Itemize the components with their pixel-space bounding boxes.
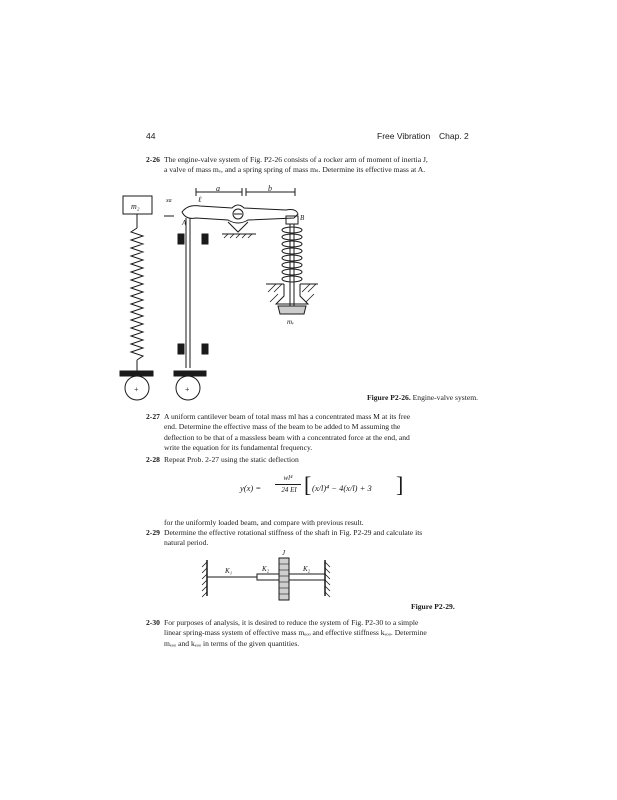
equation-coef-den: 24 EI <box>281 486 297 494</box>
problem-2-27-text <box>164 412 464 453</box>
equation-bracket: (x/l)⁴ − 4(x/l) + 3 <box>312 483 372 493</box>
text-line: linear spring-mass system of effective mass mₑₒₒ and effective stiffness kₑₒₒ. Determine <box>164 628 427 638</box>
problem-number: 2-26 <box>146 155 160 164</box>
problem-number: 2-27 <box>146 412 160 421</box>
problem-number: 2-28 <box>146 455 160 464</box>
problem-2-27 <box>146 412 160 422</box>
label-m2: m₂ <box>131 202 140 211</box>
shaft-k2-left <box>257 574 279 580</box>
text-line: For purposes of analysis, it is desired to reduce the system of Fig. P2-30 to a simple <box>164 618 419 627</box>
label-ell: ℓ <box>198 195 202 204</box>
figure-p2-29 <box>195 548 345 604</box>
label-K2-left: K₂ <box>262 565 270 573</box>
label-mv: mᵥ <box>287 318 295 326</box>
equation-coef-num: wl⁴ <box>283 474 293 482</box>
text-line: mₑₒₒ and kₑₒₒ in terms of the given quantities. <box>164 638 300 648</box>
text-line: deflection to be that of a massless beam with a concentrated force at the end, and <box>164 432 410 442</box>
problem-number: 2-30 <box>146 618 160 627</box>
label-xa: xa <box>166 198 172 204</box>
label-b: b <box>268 184 272 193</box>
deflection-equation: y(x) = wl⁴ 24 EI [ (x/l)⁴ − 4(x/l) + 3 ] <box>240 472 404 497</box>
label-B: B <box>300 214 305 222</box>
caption-label: Figure P2-26. <box>367 393 411 402</box>
valve-spring <box>282 227 302 282</box>
svg-text:+: + <box>185 385 190 394</box>
text-line: write the equation for its fundamental frequency. <box>164 442 313 452</box>
problem-2-30 <box>146 618 160 628</box>
problem-2-28 <box>146 455 160 465</box>
text-line: a valve of mass mᵥ, and a spring spring of mass mₛ. Determine its effective mass at A. <box>164 165 426 175</box>
caption-text: Engine-valve system. <box>412 393 479 402</box>
text-line: natural period. <box>164 538 209 548</box>
left-spring <box>131 228 143 360</box>
shaft-k2-right <box>289 574 325 580</box>
figure-p2-29-caption: Figure P2-29. <box>411 602 455 611</box>
problem-number: 2-29 <box>146 528 160 537</box>
svg-text:+: + <box>134 385 139 394</box>
label-K2-right: K₂ <box>303 565 311 573</box>
label-K1: K₁ <box>225 567 233 575</box>
text-line: Determine the effective rotational stiffness of the shaft in Fig. P2-29 and calculate its <box>164 528 423 537</box>
valve-head <box>278 306 306 314</box>
problem-2-26-text <box>164 155 464 176</box>
text-line: end. Determine the effective mass of the beam to be added to M assuming the <box>164 422 401 432</box>
label-A: A <box>182 219 187 227</box>
text-line: A uniform cantilever beam of total mass ml has a concentrated mass M at its free <box>164 412 411 421</box>
problem-2-29 <box>146 528 160 538</box>
figure-p2-26 <box>110 180 470 405</box>
problem-2-30-text <box>164 618 464 649</box>
chapter-label: Chap. 2 <box>439 131 469 141</box>
problem-2-29-text <box>164 528 464 549</box>
page-number: 44 <box>146 131 156 141</box>
figure-p2-26-caption <box>367 393 478 402</box>
label-a: a <box>216 184 220 193</box>
equation-lhs: y(x) = <box>240 483 262 493</box>
after-equation-text: for the uniformly loaded beam, and compare with previous result. <box>164 518 364 527</box>
text-line: The engine-valve system of Fig. P2-26 consists of a rocker arm of moment of inertia J, <box>164 155 428 164</box>
label-J: J <box>282 549 286 557</box>
text-line: Repeat Prob. 2-27 using the static deflection <box>164 455 299 464</box>
problem-2-28-text <box>164 455 464 465</box>
problem-2-26 <box>146 155 160 165</box>
running-title: Free Vibration <box>377 131 431 141</box>
